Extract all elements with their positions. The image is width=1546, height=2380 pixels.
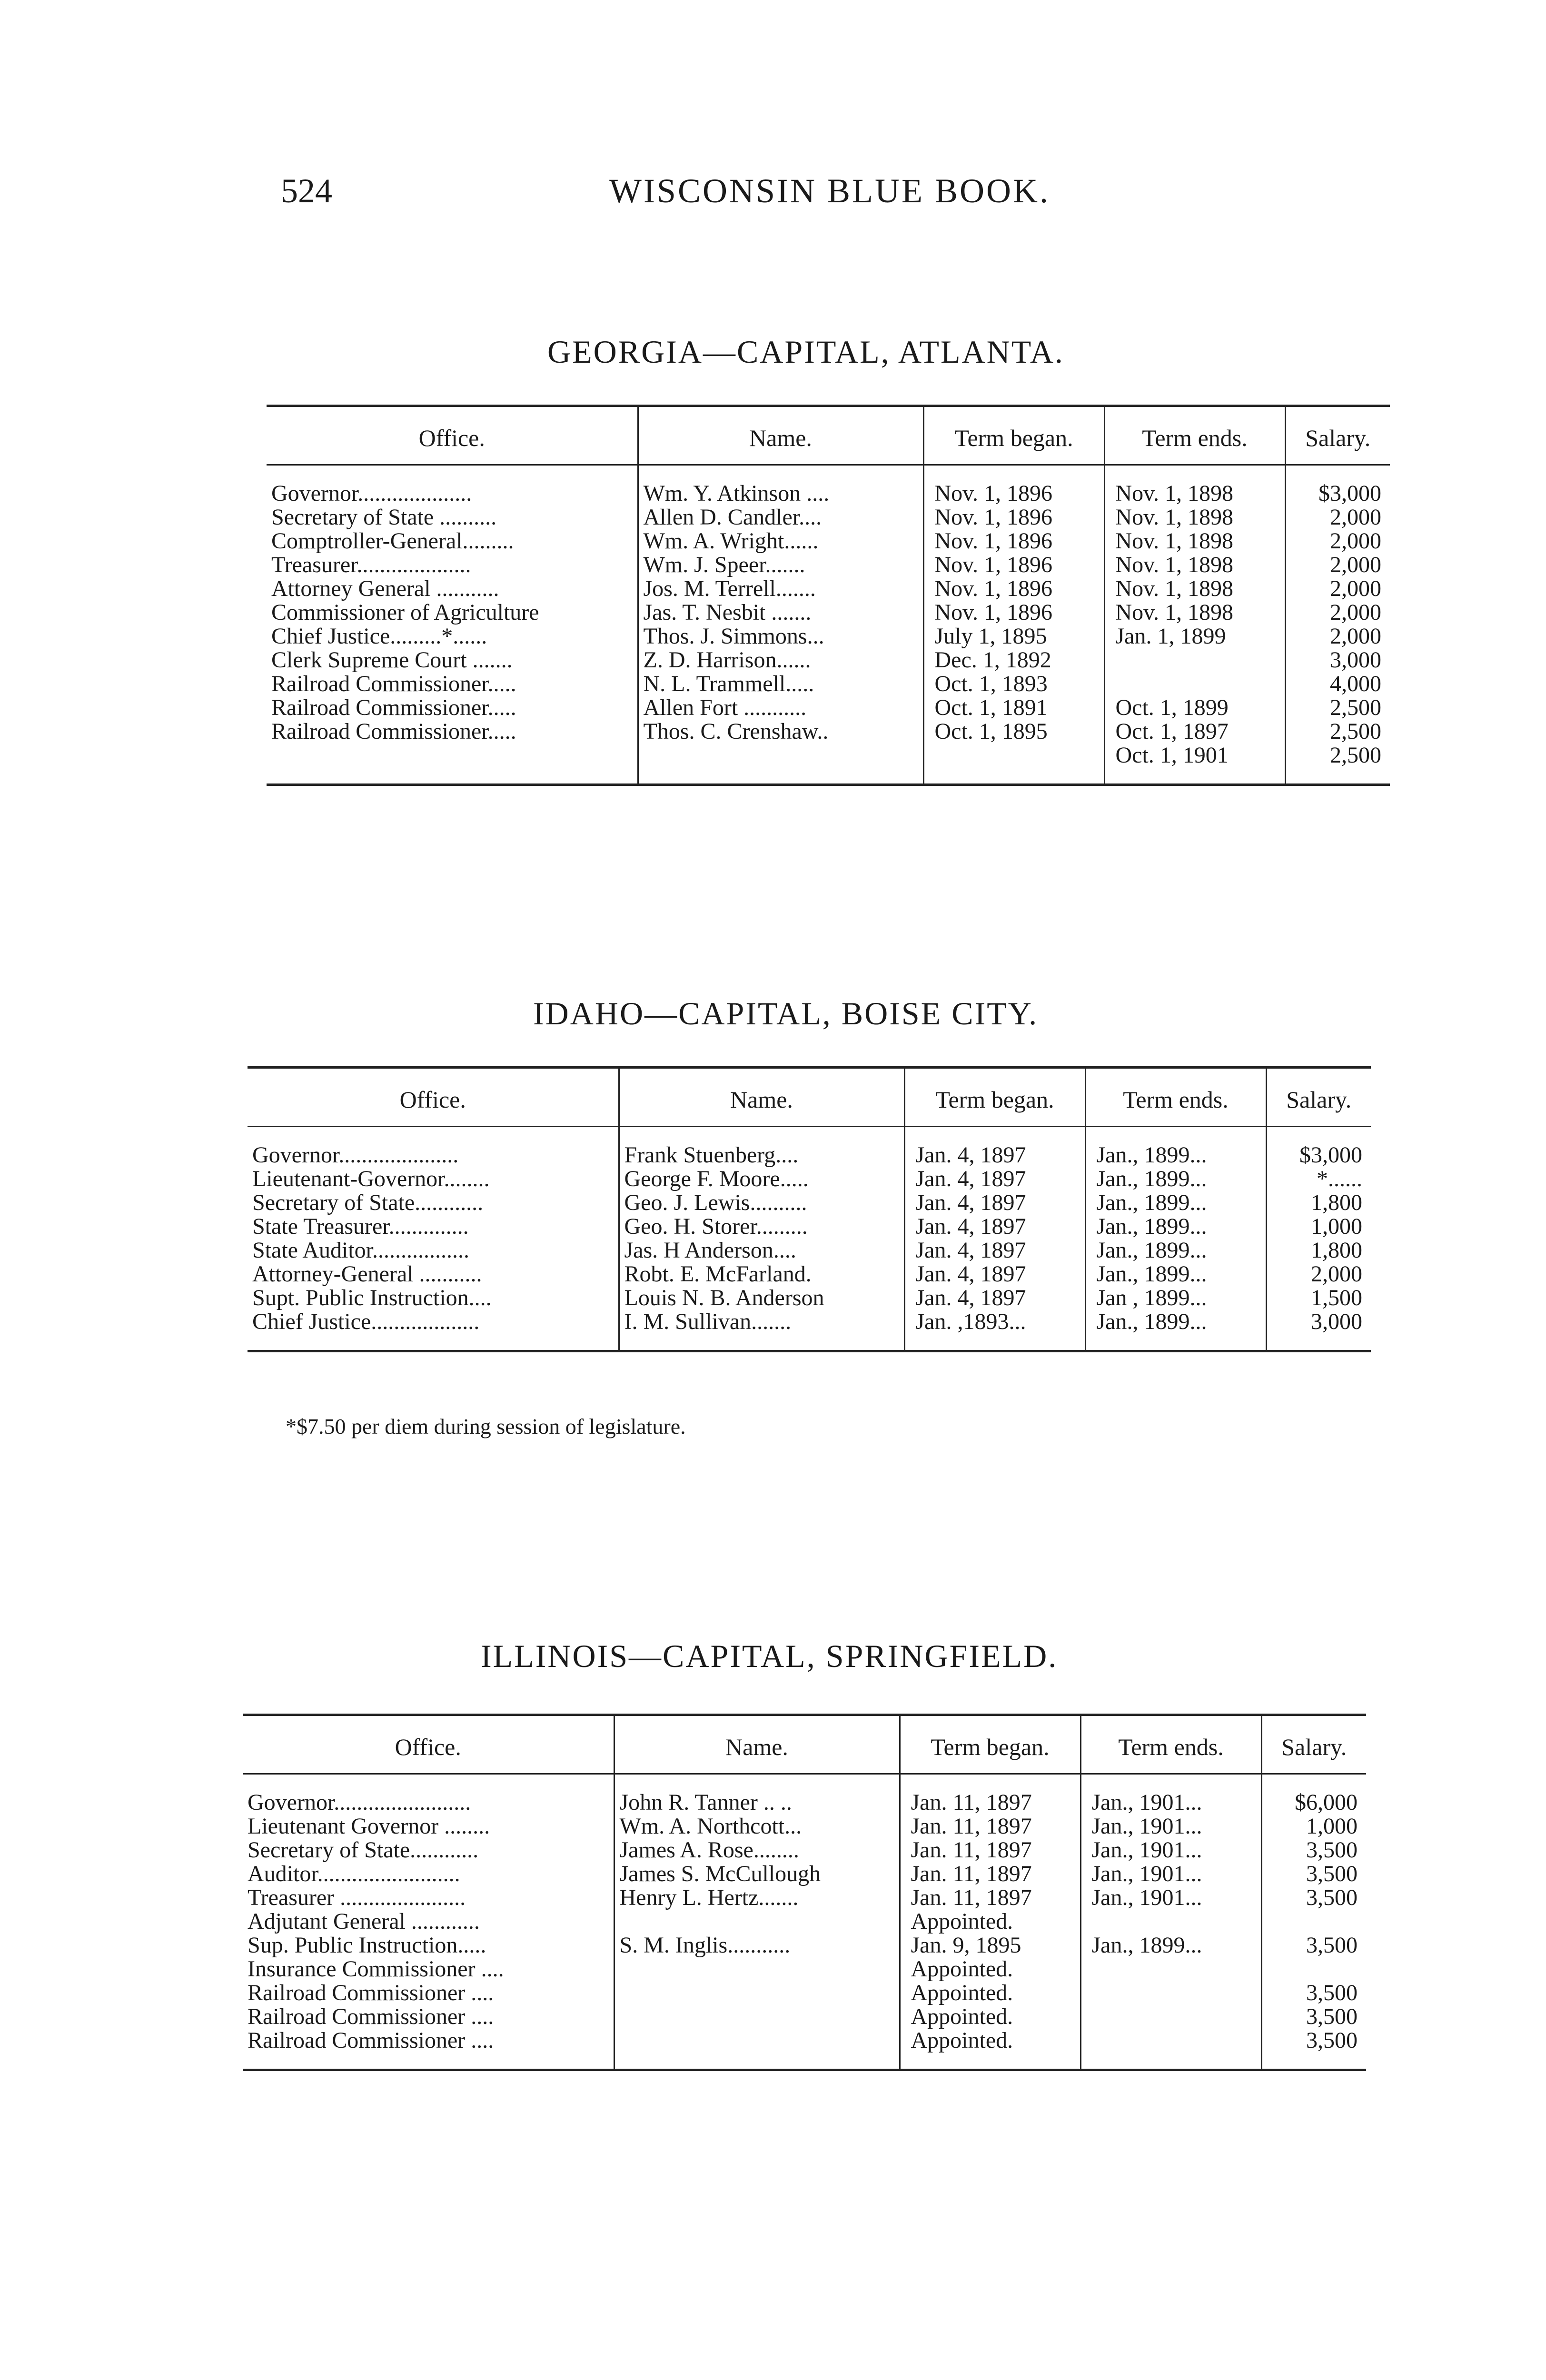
term-began-cell: Jan. 4, 1897 bbox=[904, 1215, 1085, 1239]
name-cell: I. M. Sullivan....... bbox=[619, 1310, 904, 1351]
georgia-table bbox=[267, 405, 1390, 786]
name-cell: Jas. T. Nesbit ....... bbox=[638, 601, 923, 625]
term-ends-cell bbox=[1104, 648, 1285, 672]
office-cell: Insurance Commissioner .... bbox=[248, 1957, 504, 1981]
term-ends-cell: Nov. 1, 1898 bbox=[1104, 529, 1285, 553]
term-ends-cell: Nov. 1, 1898 bbox=[1104, 601, 1285, 625]
page-header bbox=[281, 171, 1280, 228]
table-row bbox=[243, 1815, 1366, 1838]
term-ends-cell bbox=[1080, 1957, 1261, 1981]
table-row bbox=[267, 577, 1390, 601]
table-row bbox=[248, 1215, 1371, 1239]
office-cell: State Treasurer.............. bbox=[252, 1215, 469, 1239]
term-began-cell: Jan. 11, 1897 bbox=[900, 1838, 1080, 1862]
col-term-ends: Term ends. bbox=[1085, 1068, 1266, 1127]
name-cell: Geo. H. Storer......... bbox=[619, 1215, 904, 1239]
term-began-cell: Jan. ,1893... bbox=[904, 1310, 1085, 1351]
office-cell: Railroad Commissioner .... bbox=[248, 2005, 494, 2029]
name-cell: Louis N. B. Anderson bbox=[619, 1286, 904, 1310]
term-began-cell: Nov. 1, 1896 bbox=[923, 506, 1104, 529]
salary-cell: 3,500 bbox=[1261, 1934, 1366, 1957]
term-began-cell: Appointed. bbox=[900, 2005, 1080, 2029]
term-began-cell: Appointed. bbox=[900, 1910, 1080, 1934]
name-cell bbox=[638, 744, 923, 785]
term-ends-cell: Jan., 1901... bbox=[1080, 1815, 1261, 1838]
term-ends-cell bbox=[1104, 672, 1285, 696]
salary-cell: $3,000 bbox=[1285, 465, 1390, 506]
term-ends-cell: Oct. 1, 1897 bbox=[1104, 720, 1285, 744]
office-cell: Adjutant General ............ bbox=[248, 1910, 480, 1934]
term-ends-cell: Jan. 1, 1899 bbox=[1104, 625, 1285, 648]
name-cell: S. M. Inglis........... bbox=[614, 1934, 900, 1957]
name-cell: John R. Tanner .. .. bbox=[614, 1774, 900, 1815]
term-ends-cell bbox=[1080, 1910, 1261, 1934]
salary-cell: 2,000 bbox=[1285, 553, 1390, 577]
col-salary: Salary. bbox=[1261, 1715, 1366, 1774]
name-cell bbox=[614, 2029, 900, 2070]
table-row bbox=[243, 1934, 1366, 1957]
table-row bbox=[267, 672, 1390, 696]
name-cell: Thos. J. Simmons... bbox=[638, 625, 923, 648]
term-began-cell: Jan. 4, 1897 bbox=[904, 1191, 1085, 1215]
term-began-cell: Jan. 11, 1897 bbox=[900, 1862, 1080, 1886]
name-cell: Geo. J. Lewis.......... bbox=[619, 1191, 904, 1215]
term-began-cell: Jan. 11, 1897 bbox=[900, 1774, 1080, 1815]
term-ends-cell: Nov. 1, 1898 bbox=[1104, 465, 1285, 506]
table-row bbox=[248, 1239, 1371, 1262]
term-ends-cell: Jan., 1899... bbox=[1085, 1167, 1266, 1191]
name-cell: Wm. A. Northcott... bbox=[614, 1815, 900, 1838]
table-row bbox=[267, 601, 1390, 625]
name-cell: Wm. J. Speer....... bbox=[638, 553, 923, 577]
term-began-cell: Jan. 4, 1897 bbox=[904, 1286, 1085, 1310]
office-cell: Lieutenant Governor ........ bbox=[248, 1815, 490, 1838]
term-ends-cell: Jan., 1901... bbox=[1080, 1886, 1261, 1910]
name-cell bbox=[614, 2005, 900, 2029]
salary-cell bbox=[1261, 1957, 1366, 1981]
term-ends-cell: Nov. 1, 1898 bbox=[1104, 506, 1285, 529]
table-row bbox=[267, 648, 1390, 672]
idaho-rows bbox=[248, 1127, 1371, 1351]
term-began-cell: Oct. 1, 1895 bbox=[923, 720, 1104, 744]
name-cell: Frank Stuenberg.... bbox=[619, 1127, 904, 1168]
illinois-table-wrap bbox=[243, 1714, 1366, 2071]
term-ends-cell: Nov. 1, 1898 bbox=[1104, 553, 1285, 577]
term-began-cell: Appointed. bbox=[900, 1957, 1080, 1981]
salary-cell: 1,500 bbox=[1266, 1286, 1371, 1310]
term-ends-cell: Jan., 1899... bbox=[1085, 1191, 1266, 1215]
idaho-table-wrap bbox=[248, 1066, 1371, 1352]
table-row bbox=[243, 1774, 1366, 1815]
name-cell: Z. D. Harrison...... bbox=[638, 648, 923, 672]
col-term-began: Term began. bbox=[900, 1715, 1080, 1774]
table-row bbox=[267, 744, 1390, 785]
page-number: 524 bbox=[281, 172, 332, 210]
col-name: Name. bbox=[638, 406, 923, 465]
term-ends-cell: Jan., 1899... bbox=[1085, 1239, 1266, 1262]
office-cell: Treasurer ...................... bbox=[248, 1886, 466, 1910]
table-row bbox=[243, 1862, 1366, 1886]
office-cell: Railroad Commissioner..... bbox=[271, 696, 516, 720]
term-ends-cell: Oct. 1, 1899 bbox=[1104, 696, 1285, 720]
office-cell: Clerk Supreme Court ....... bbox=[271, 648, 513, 672]
col-term-ends: Term ends. bbox=[1080, 1715, 1261, 1774]
salary-cell: 1,000 bbox=[1266, 1215, 1371, 1239]
term-began-cell: Jan. 11, 1897 bbox=[900, 1886, 1080, 1910]
table-row bbox=[248, 1310, 1371, 1351]
col-salary: Salary. bbox=[1266, 1068, 1371, 1127]
table-row bbox=[243, 2005, 1366, 2029]
salary-cell: 2,000 bbox=[1285, 529, 1390, 553]
term-ends-cell: Jan., 1899... bbox=[1085, 1310, 1266, 1351]
name-cell: Jos. M. Terrell....... bbox=[638, 577, 923, 601]
table-row bbox=[243, 1886, 1366, 1910]
salary-cell: $6,000 bbox=[1261, 1774, 1366, 1815]
col-salary: Salary. bbox=[1285, 406, 1390, 465]
term-ends-cell: Jan., 1899... bbox=[1085, 1262, 1266, 1286]
col-term-began: Term began. bbox=[923, 406, 1104, 465]
table-row bbox=[267, 529, 1390, 553]
term-ends-cell: Jan , 1899... bbox=[1085, 1286, 1266, 1310]
office-cell bbox=[267, 744, 638, 785]
term-ends-cell bbox=[1080, 1981, 1261, 2005]
salary-cell: 1,800 bbox=[1266, 1239, 1371, 1262]
col-name: Name. bbox=[619, 1068, 904, 1127]
salary-cell: 3,500 bbox=[1261, 1862, 1366, 1886]
term-began-cell: Nov. 1, 1896 bbox=[923, 465, 1104, 506]
office-cell: Chief Justice................... bbox=[252, 1310, 480, 1334]
salary-cell: 2,500 bbox=[1285, 720, 1390, 744]
salary-cell bbox=[1261, 1910, 1366, 1934]
table-row bbox=[248, 1286, 1371, 1310]
term-ends-cell bbox=[1080, 2005, 1261, 2029]
idaho-table bbox=[248, 1066, 1371, 1352]
term-ends-cell: Jan., 1899... bbox=[1085, 1127, 1266, 1168]
term-began-cell: Nov. 1, 1896 bbox=[923, 553, 1104, 577]
col-term-began: Term began. bbox=[904, 1068, 1085, 1127]
office-cell: Attorney-General ........... bbox=[252, 1262, 482, 1286]
table-row bbox=[243, 2029, 1366, 2070]
salary-cell: 3,500 bbox=[1261, 2005, 1366, 2029]
term-ends-cell: Jan., 1901... bbox=[1080, 1838, 1261, 1862]
col-term-ends: Term ends. bbox=[1104, 406, 1285, 465]
name-cell: James A. Rose........ bbox=[614, 1838, 900, 1862]
table-row bbox=[243, 1838, 1366, 1862]
salary-cell: 1,800 bbox=[1266, 1191, 1371, 1215]
office-cell: Railroad Commissioner..... bbox=[271, 672, 516, 696]
term-ends-cell: Nov. 1, 1898 bbox=[1104, 577, 1285, 601]
name-cell: Henry L. Hertz....... bbox=[614, 1886, 900, 1910]
section-title: ILLINOIS—CAPITAL, SPRINGFIELD. bbox=[481, 1638, 1058, 1674]
name-cell bbox=[614, 1910, 900, 1934]
col-office: Office. bbox=[248, 1068, 619, 1127]
salary-cell: 2,000 bbox=[1285, 577, 1390, 601]
table-row bbox=[248, 1191, 1371, 1215]
office-cell: Supt. Public Instruction.... bbox=[252, 1286, 492, 1310]
office-cell: Treasurer.................... bbox=[271, 553, 471, 577]
name-cell bbox=[614, 1981, 900, 2005]
office-cell: Governor.................... bbox=[271, 481, 472, 506]
salary-cell: 4,000 bbox=[1285, 672, 1390, 696]
name-cell: Jas. H Anderson.... bbox=[619, 1239, 904, 1262]
term-ends-cell: Oct. 1, 1901 bbox=[1104, 744, 1285, 785]
salary-cell: 2,500 bbox=[1285, 744, 1390, 785]
office-cell: Chief Justice.........*...... bbox=[271, 625, 487, 648]
term-ends-cell: Jan., 1899... bbox=[1080, 1934, 1261, 1957]
section-title: GEORGIA—CAPITAL, ATLANTA. bbox=[547, 334, 1064, 370]
term-began-cell: Oct. 1, 1891 bbox=[923, 696, 1104, 720]
table-row bbox=[267, 553, 1390, 577]
term-began-cell: Nov. 1, 1896 bbox=[923, 577, 1104, 601]
term-began-cell: Jan. 4, 1897 bbox=[904, 1239, 1085, 1262]
term-ends-cell: Jan., 1899... bbox=[1085, 1215, 1266, 1239]
salary-cell: 2,000 bbox=[1266, 1262, 1371, 1286]
name-cell: Allen Fort ........... bbox=[638, 696, 923, 720]
office-cell: Railroad Commissioner .... bbox=[248, 1981, 494, 2005]
salary-cell: 3,000 bbox=[1266, 1310, 1371, 1351]
salary-cell: 3,500 bbox=[1261, 1981, 1366, 2005]
col-office: Office. bbox=[267, 406, 638, 465]
table-row bbox=[243, 1957, 1366, 1981]
name-cell: James S. McCullough bbox=[614, 1862, 900, 1886]
table-row bbox=[267, 696, 1390, 720]
salary-cell: 2,000 bbox=[1285, 506, 1390, 529]
term-began-cell bbox=[923, 744, 1104, 785]
term-began-cell: Oct. 1, 1893 bbox=[923, 672, 1104, 696]
name-cell: George F. Moore..... bbox=[619, 1167, 904, 1191]
salary-cell: 1,000 bbox=[1261, 1815, 1366, 1838]
term-began-cell: Appointed. bbox=[900, 2029, 1080, 2070]
office-cell: Attorney General ........... bbox=[271, 577, 499, 601]
office-cell: Sup. Public Instruction..... bbox=[248, 1934, 486, 1957]
office-cell: Commissioner of Agriculture bbox=[271, 601, 539, 625]
office-cell: Secretary of State .......... bbox=[271, 506, 497, 529]
running-title: WISCONSIN BLUE BOOK. bbox=[609, 172, 1050, 210]
term-began-cell: Nov. 1, 1896 bbox=[923, 529, 1104, 553]
term-began-cell: Appointed. bbox=[900, 1981, 1080, 2005]
office-cell: Secretary of State............ bbox=[252, 1191, 484, 1215]
illinois-rows bbox=[243, 1774, 1366, 2070]
office-cell: Lieutenant-Governor........ bbox=[252, 1167, 490, 1191]
salary-cell: *...... bbox=[1266, 1167, 1371, 1191]
name-cell: Wm. Y. Atkinson .... bbox=[638, 465, 923, 506]
salary-cell: 3,000 bbox=[1285, 648, 1390, 672]
salary-cell: 2,500 bbox=[1285, 696, 1390, 720]
term-began-cell: Jan. 4, 1897 bbox=[904, 1262, 1085, 1286]
office-cell: Auditor......................... bbox=[248, 1862, 460, 1886]
term-began-cell: July 1, 1895 bbox=[923, 625, 1104, 648]
table-row bbox=[267, 625, 1390, 648]
table-row bbox=[248, 1262, 1371, 1286]
salary-cell: 3,500 bbox=[1261, 1886, 1366, 1910]
term-began-cell: Jan. 11, 1897 bbox=[900, 1815, 1080, 1838]
table-row bbox=[248, 1127, 1371, 1168]
section-title: IDAHO—CAPITAL, BOISE CITY. bbox=[533, 995, 1039, 1031]
table-row bbox=[248, 1167, 1371, 1191]
footnote: *$7.50 per diem during session of legislature. bbox=[286, 1414, 686, 1438]
salary-cell: 3,500 bbox=[1261, 2029, 1366, 2070]
table-row bbox=[243, 1910, 1366, 1934]
name-cell: Allen D. Candler.... bbox=[638, 506, 923, 529]
georgia-table-wrap bbox=[267, 405, 1390, 786]
term-began-cell: Nov. 1, 1896 bbox=[923, 601, 1104, 625]
term-began-cell: Jan. 4, 1897 bbox=[904, 1127, 1085, 1168]
name-cell: Wm. A. Wright...... bbox=[638, 529, 923, 553]
table-row bbox=[267, 465, 1390, 506]
name-cell: N. L. Trammell..... bbox=[638, 672, 923, 696]
office-cell: Secretary of State............ bbox=[248, 1838, 479, 1862]
term-ends-cell bbox=[1080, 2029, 1261, 2070]
office-cell: Railroad Commissioner .... bbox=[248, 2029, 494, 2053]
salary-cell: 2,000 bbox=[1285, 625, 1390, 648]
table-row bbox=[267, 720, 1390, 744]
office-cell: State Auditor................. bbox=[252, 1239, 469, 1262]
term-ends-cell: Jan., 1901... bbox=[1080, 1774, 1261, 1815]
name-cell: Thos. C. Crenshaw.. bbox=[638, 720, 923, 744]
term-began-cell: Jan. 4, 1897 bbox=[904, 1167, 1085, 1191]
office-cell: Governor..................... bbox=[252, 1142, 459, 1167]
name-cell: Robt. E. McFarland. bbox=[619, 1262, 904, 1286]
table-row bbox=[267, 506, 1390, 529]
office-cell: Railroad Commissioner..... bbox=[271, 720, 516, 744]
salary-cell: $3,000 bbox=[1266, 1127, 1371, 1168]
name-cell bbox=[614, 1957, 900, 1981]
col-office: Office. bbox=[243, 1715, 614, 1774]
office-cell: Comptroller-General......... bbox=[271, 529, 514, 553]
salary-cell: 3,500 bbox=[1261, 1838, 1366, 1862]
col-name: Name. bbox=[614, 1715, 900, 1774]
salary-cell: 2,000 bbox=[1285, 601, 1390, 625]
office-cell: Governor........................ bbox=[248, 1790, 471, 1815]
term-began-cell: Jan. 9, 1895 bbox=[900, 1934, 1080, 1957]
table-row bbox=[243, 1981, 1366, 2005]
term-began-cell: Dec. 1, 1892 bbox=[923, 648, 1104, 672]
georgia-rows bbox=[267, 465, 1390, 785]
illinois-table bbox=[243, 1714, 1366, 2071]
term-ends-cell: Jan., 1901... bbox=[1080, 1862, 1261, 1886]
